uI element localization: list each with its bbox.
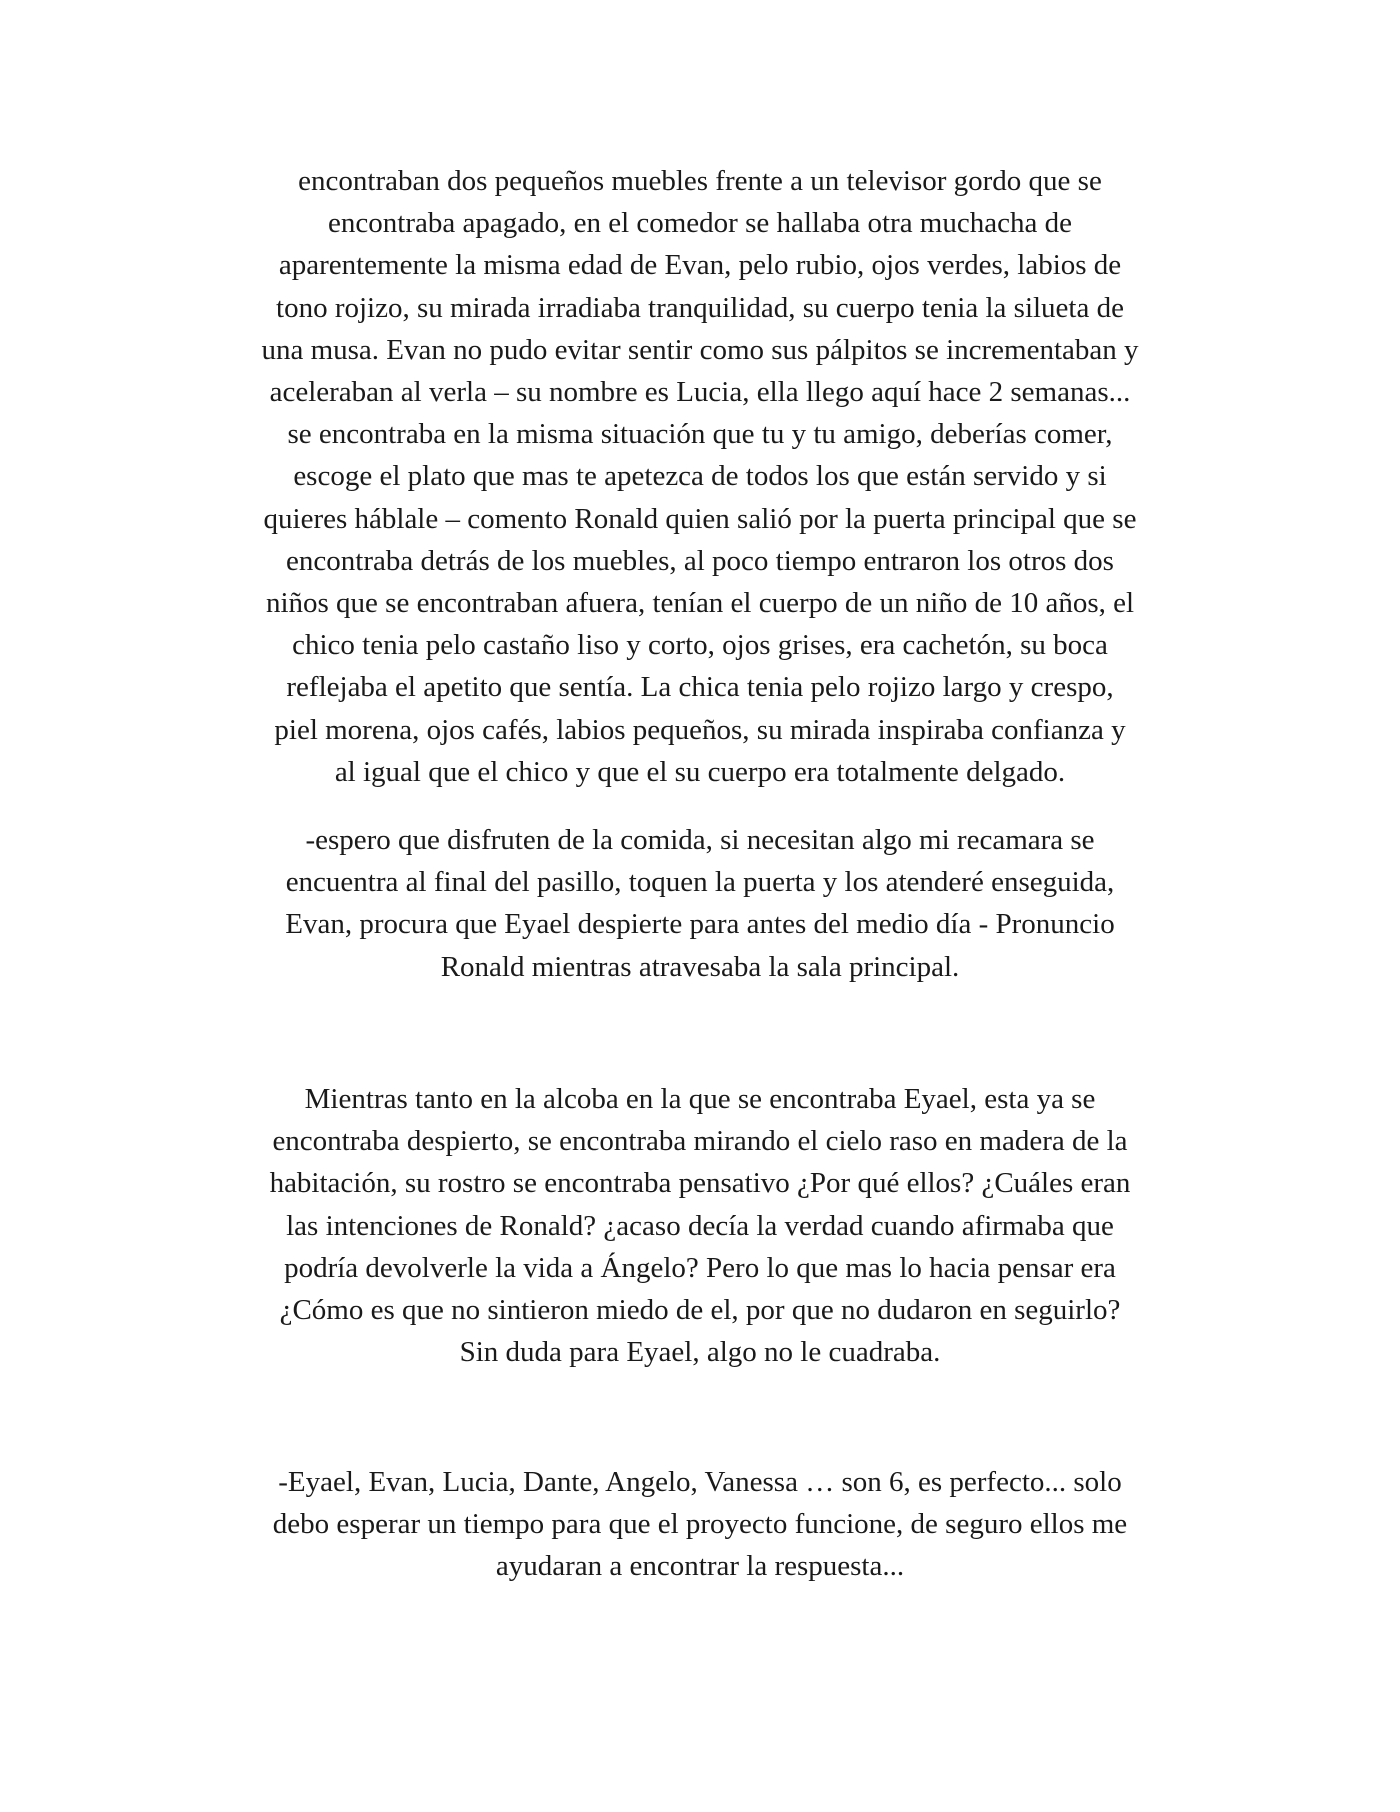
text-line: ¿Cómo es que no sintieron miedo de el, por que no dudaron en seguirlo? bbox=[279, 1294, 1121, 1327]
text-line: las intenciones de Ronald? ¿acaso decía la verdad cuando afirmaba que bbox=[286, 1209, 1114, 1242]
text-line: Sin duda para Eyael, algo no le cuadraba. bbox=[459, 1336, 941, 1369]
text-line: debo esperar un tiempo para que el proyecto funcione, de seguro ellos me bbox=[272, 1508, 1128, 1541]
text-line: aceleraban al verla – su nombre es Lucia, ella llego aquí hace 2 semanas... bbox=[269, 376, 1131, 409]
paragraph-living-room-description bbox=[220, 160, 1180, 793]
text-line: aparentemente la misma edad de Evan, pelo rubio, ojos verdes, labios de bbox=[278, 249, 1122, 282]
text-line: -espero que disfruten de la comida, si necesitan algo mi recamara se bbox=[305, 824, 1095, 856]
text-line: tono rojizo, su mirada irradiaba tranquilidad, su cuerpo tenia la silueta de bbox=[276, 291, 1124, 324]
text-line: Evan, procura que Eyael despierte para antes del medio día - Pronuncio bbox=[285, 908, 1115, 941]
text-line: Mientras tanto en la alcoba en la que se encontraba Eyael, esta ya se bbox=[304, 1083, 1096, 1115]
text-line: piel morena, ojos cafés, labios pequeños, su mirada inspiraba confianza y bbox=[274, 713, 1126, 746]
text-line: habitación, su rostro se encontraba pensativo ¿Por qué ellos? ¿Cuáles eran bbox=[269, 1167, 1131, 1200]
text-line: encontraban dos pequeños muebles frente a un televisor gordo que se bbox=[298, 165, 1102, 197]
text-line: al igual que el chico y que el su cuerpo era totalmente delgado. bbox=[334, 755, 1066, 788]
paragraph-closing-monologue bbox=[220, 1461, 1180, 1588]
text-line: escoge el plato que mas te apetezca de todos los que están servido y si bbox=[293, 460, 1107, 493]
text-line: encontraba despierto, se encontraba mirando el cielo raso en madera de la bbox=[272, 1125, 1128, 1158]
text-line: -Eyael, Evan, Lucia, Dante, Angelo, Vanessa … son 6, es perfecto... solo bbox=[278, 1466, 1122, 1498]
text-line: encontraba detrás de los muebles, al poco tiempo entraron los otros dos bbox=[286, 544, 1114, 577]
text-line: encontraba apagado, en el comedor se hallaba otra muchacha de bbox=[328, 207, 1072, 240]
text-line: encuentra al final del pasillo, toquen la puerta y los atenderé enseguida, bbox=[285, 866, 1115, 899]
text-line: una musa. Evan no pudo evitar sentir como sus pálpitos se incrementaban y bbox=[261, 333, 1139, 366]
text-line: chico tenia pelo castaño liso y corto, ojos grises, era cachetón, su boca bbox=[292, 629, 1108, 662]
text-line: Ronald mientras atravesaba la sala principal. bbox=[440, 950, 960, 983]
text-line: quieres háblale – comento Ronald quien salió por la puerta principal que se bbox=[263, 502, 1137, 535]
text-line: ayudaran a encontrar la respuesta... bbox=[495, 1550, 905, 1583]
text-line: niños que se encontraban afuera, tenían el cuerpo de un niño de 10 años, el bbox=[265, 587, 1135, 620]
text-line: podría devolverle la vida a Ángelo? Pero lo que mas lo hacia pensar era bbox=[284, 1251, 1116, 1284]
paragraph-ronald-instructions bbox=[220, 819, 1180, 988]
text-line: se encontraba en la misma situación que tu y tu amigo, deberías comer, bbox=[287, 418, 1113, 451]
text-line: reflejaba el apetito que sentía. La chica tenia pelo rojizo largo y crespo, bbox=[286, 671, 1114, 704]
paragraph-eyael-thoughts bbox=[220, 1078, 1180, 1373]
